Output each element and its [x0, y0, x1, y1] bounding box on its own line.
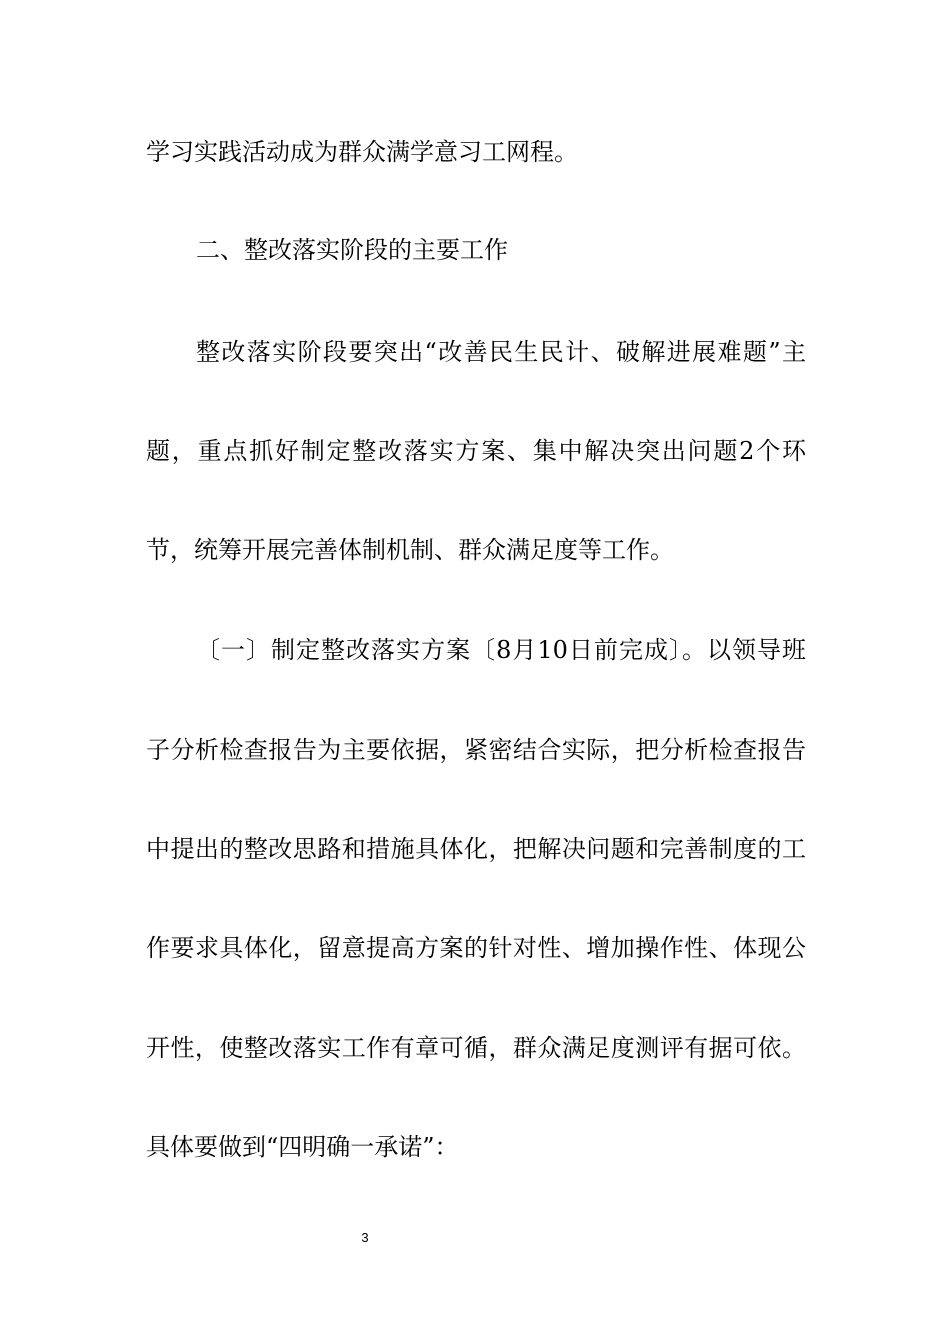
body-text-line-7: 子分析检查报告为主要依据，紧密结合实际，把分析检查报告	[146, 736, 806, 764]
subsection-line-1: 〔一〕制定整改落实方案〔8月10日前完成〕。以领导班	[196, 636, 806, 664]
body-text-line-9: 作要求具体化，留意提高方案的针对性、增加操作性、体现公	[146, 934, 806, 962]
body-text-line-4: 题，重点抓好制定整改落实方案、集中解决突出问题2个环	[146, 437, 806, 465]
body-text-line-11: 具体要做到“四明确一承诺”：	[146, 1133, 459, 1161]
body-text-line-3: 整改落实阶段要突出“改善民生民计、破解进展难题”主	[196, 338, 806, 366]
body-text-line-5: 节，统筹开展完善体制机制、群众满足度等工作。	[146, 536, 674, 564]
page-number: 3	[361, 1230, 369, 1245]
section-heading: 二、整改落实阶段的主要工作	[196, 236, 508, 264]
body-text-line-1: 学习实践活动成为群众满学意习工网程。	[146, 138, 578, 166]
body-text-line-8: 中提出的整改思路和措施具体化，把解决问题和完善制度的工	[146, 835, 806, 863]
body-text-line-10: 开性，使整改落实工作有章可循，群众满足度测评有据可依。	[146, 1034, 806, 1062]
